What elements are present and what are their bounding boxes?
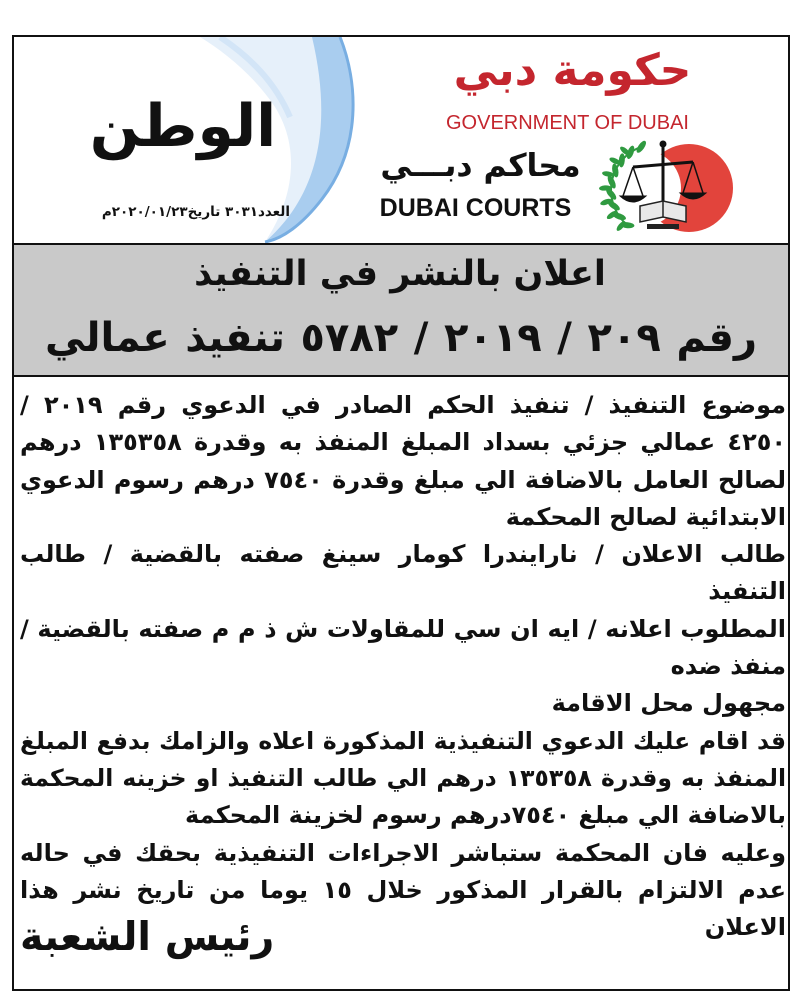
notice-line: بالاضافة الي مبلغ ٧٥٤٠درهم رسوم لخزينة المحكمة [185,801,786,830]
notice-line: طالب الاعلان / نارايندرا كومار سينغ صفته بالقضية / طالب [20,540,786,569]
notice-line: موضوع التنفيذ / تنفيذ الحكم الصادر في الدعوي رقم ٢٠١٩ / [20,391,787,419]
issue-date-line: العدد٣٠٣١ تاريخ٢٠٢٠/٠١/٢٣م [101,204,290,220]
notice-line: التنفيذ [708,577,786,606]
government-logo-arabic: حكومة دبي [453,45,692,96]
notice-line: الاعلان [704,913,786,942]
notice-line: المنفذ به وقدرة ١٣٥٣٥٨ درهم الي طالب التنفيذ او خزينه المحكمة [20,763,786,792]
notice-line: لصالح العامل بالاضافة الي مبلغ وقدرة ٧٥٤٠ درهم رسوم الدعوي [20,465,786,494]
courts-name-english: DUBAI COURTS [379,194,572,222]
notice-line: عدم الالتزام بالقرار المذكور خلال ١٥ يوما من تاريخ نشر هذا [20,875,787,904]
notice-line: الابتدائية لصالح المحكمة [505,502,786,531]
courts-name-arabic: محاكم دبـــي [380,148,581,184]
notice-line: منفذ ضده [670,652,786,681]
notice-line: قد اقام عليك الدعوي التنفيذية المذكورة اعلاه والزامك بدفع المبلغ [20,726,786,755]
newspaper-logo: الوطن [89,92,277,160]
page-frame [12,35,790,991]
signature: رئيس الشعبة [20,914,275,960]
case-number: رقم ٢٠٩ / ٢٠١٩ / ٥٧٨٢ تنفيذ عمالي [45,315,758,361]
notice-line: وعليه فان المحكمة ستباشر الاجراءات التنفيذية بحقك في حاله [20,838,786,867]
notice-line: مجهول محل الاقامة [551,689,786,718]
notice-title: اعلان بالنشر في التنفيذ [194,254,606,294]
notice-line: ٤٢٥٠ عمالي جزئي بسداد المبلغ المنفذ به وقدرة ١٣٥٣٥٨ درهم [20,428,787,457]
notice-line: المطلوب اعلانه / ايه ان سي للمقاولات ش ذ م م صفته بالقضية / [20,614,786,643]
government-logo-english: GOVERNMENT OF DUBAI [446,112,689,134]
